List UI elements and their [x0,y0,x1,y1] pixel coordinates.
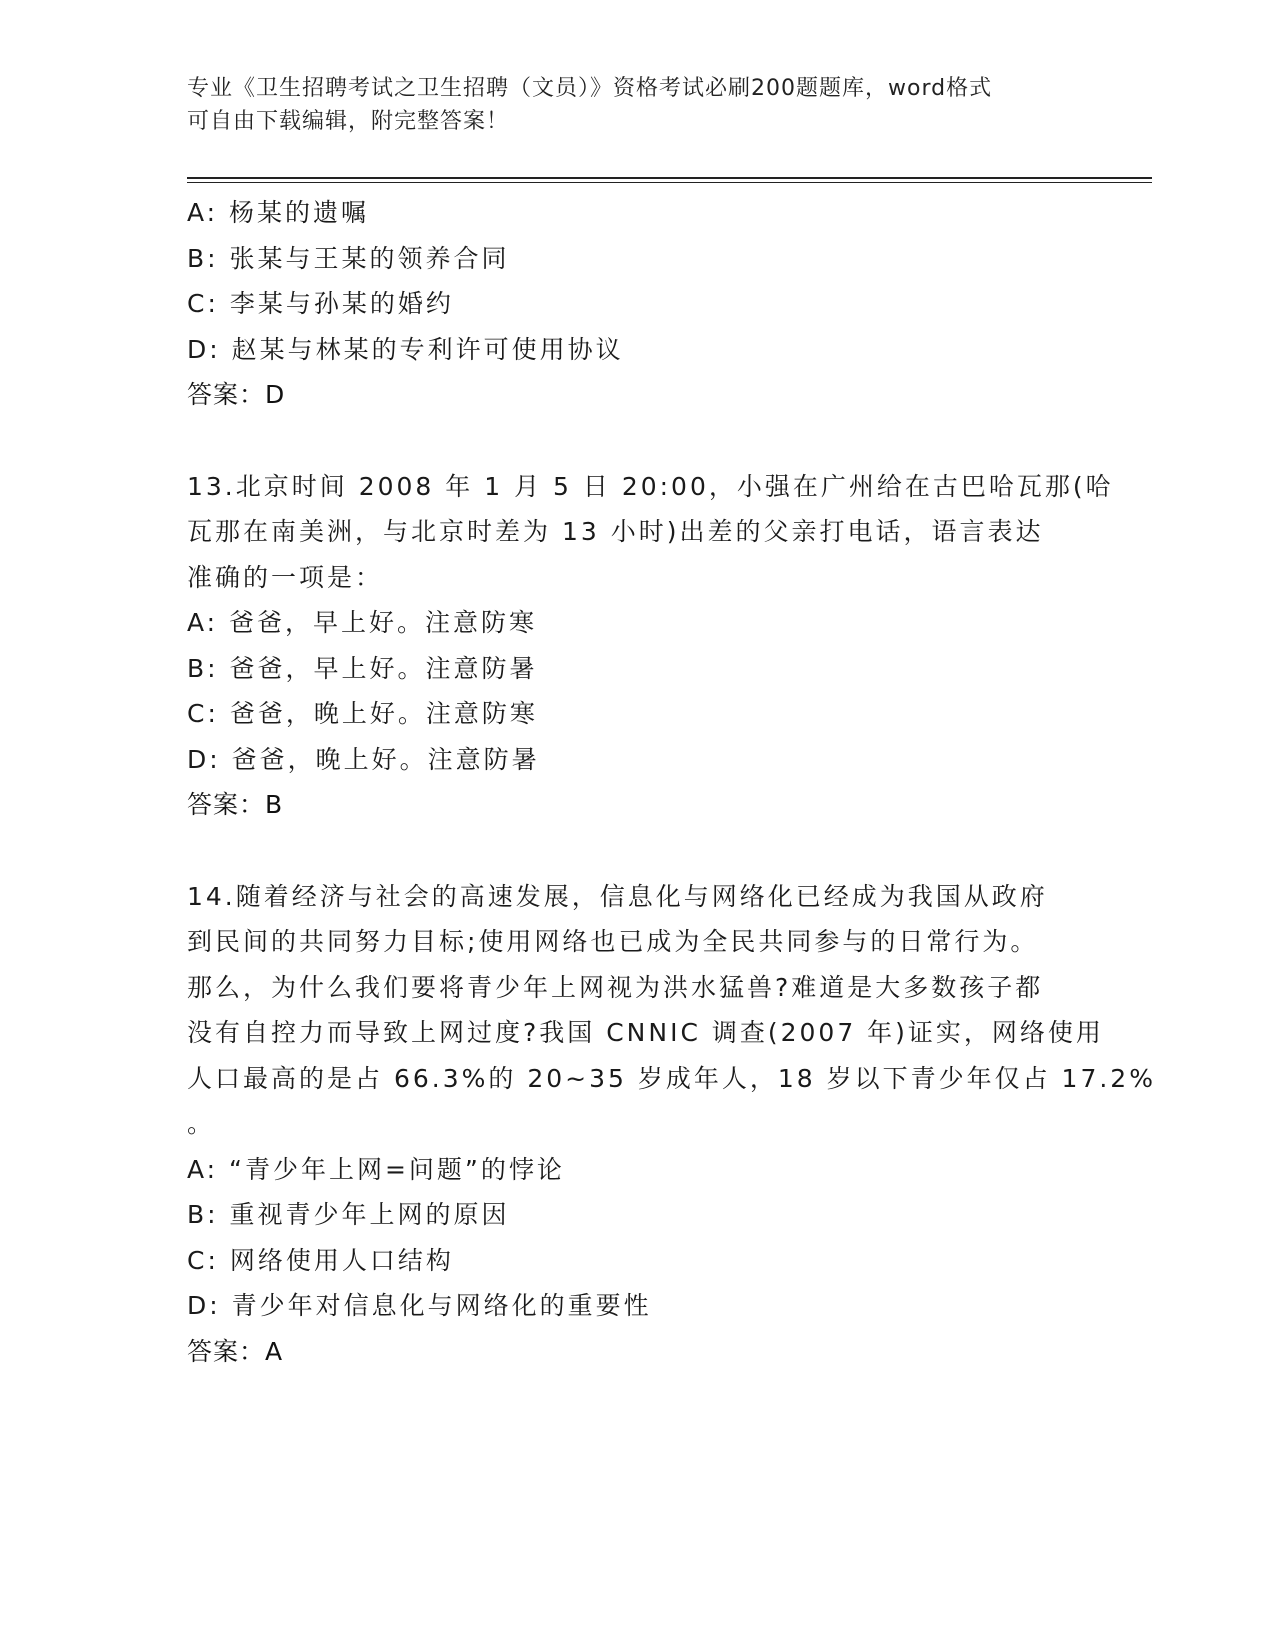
option-c: C: 爸爸，晚上好。注意防寒 [187,699,538,728]
option-d: D: 爸爸，晚上好。注意防暑 [187,744,540,774]
option-a: A: 杨某的遗嘱 [187,198,370,227]
option-b: B: 爸爸，早上好。注意防暑 [187,653,538,683]
question-14 [187,874,1156,1375]
question-12 [187,190,1087,418]
option-d: D: 赵某与林某的专利许可使用协议 [187,334,624,364]
question-stem-line: 13.北京时间 2008 年 1 月 5 日 20:00，小强在广州给在古巴哈瓦那(哈 [187,471,1114,501]
question-13 [187,464,1114,828]
answer-line: 答案：D [187,380,286,409]
option-d: D: 青少年对信息化与网络化的重要性 [187,1291,652,1320]
question-stem-line: 瓦那在南美洲，与北京时差为 13 小时)出差的父亲打电话，语言表达 [187,517,1044,546]
question-stem-line: 14.随着经济与社会的高速发展，信息化与网络化已经成为我国从政府 [187,881,1048,911]
header-rule-thin [187,182,1152,183]
question-stem-line: 人口最高的是占 66.3%的 20~35 岁成年人，18 岁以下青少年仅占 17.2% [187,1063,1156,1093]
header-rule-thick [187,177,1152,179]
spacer [187,828,1087,874]
option-a: A: 爸爸，早上好。注意防寒 [187,608,538,637]
header-title-line-1: 专业《卫生招聘考试之卫生招聘（文员）》资格考试必刷200题题库，word格式 [187,76,993,101]
answer-line: 答案：B [187,790,284,819]
question-stem-line: 到民间的共同努力目标;使用网络也已成为全民共同参与的日常行为。 [187,927,1039,956]
option-b: B: 重视青少年上网的原因 [187,1200,510,1229]
option-c: C: 网络使用人口结构 [187,1245,454,1275]
question-stem-line: 。 [187,1109,216,1138]
option-a: A: “青少年上网=问题”的悖论 [187,1154,565,1184]
question-stem-line: 没有自控力而导致上网过度?我国 CNNIC 调查(2007 年)证实，网络使用 [187,1018,1104,1047]
document-header [187,72,1067,138]
question-stem-line: 准确的一项是： [187,562,384,592]
header-title-line-2: 可自由下载编辑，附完整答案！ [187,109,510,134]
option-c: C: 李某与孙某的婚约 [187,289,454,318]
document-body [187,190,1156,1374]
answer-line: 答案：A [187,1336,284,1366]
option-b: B: 张某与王某的领养合同 [187,243,510,273]
spacer [187,418,1087,464]
question-stem-line: 那么，为什么我们要将青少年上网视为洪水猛兽?难道是大多数孩子都 [187,972,1044,1002]
